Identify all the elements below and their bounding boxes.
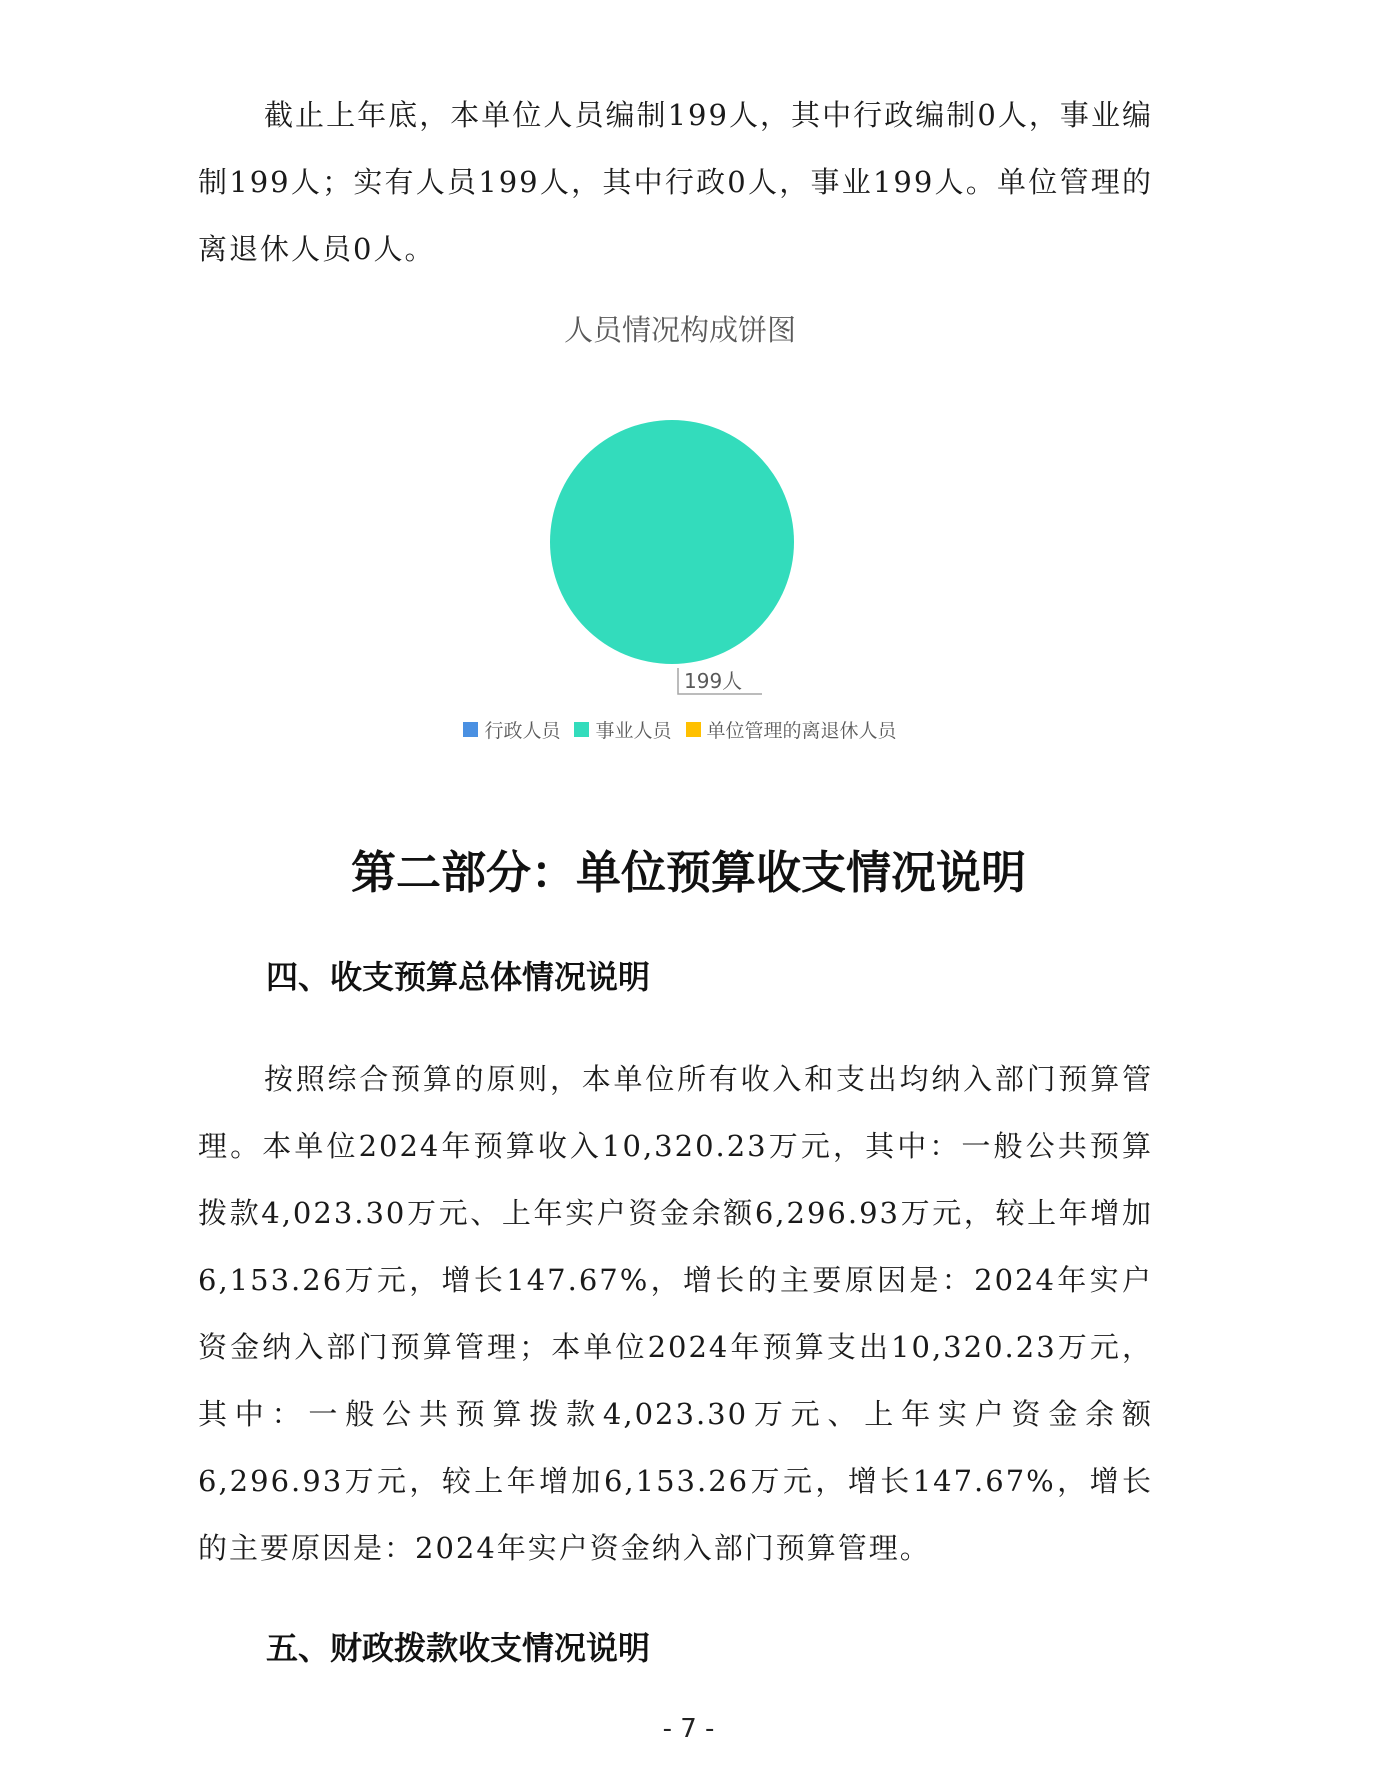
legend-item-1 [574, 716, 671, 743]
chart-title: 人员情况构成饼图 [563, 313, 796, 347]
heading-five: 五、财政拨款收支情况说明 [266, 1629, 651, 1667]
page-number: - 7 - [662, 1714, 715, 1744]
legend-swatch [686, 722, 701, 737]
heading-four: 四、收支预算总体情况说明 [266, 958, 651, 996]
pie-svg [420, 300, 940, 760]
staff-pie-chart [420, 300, 940, 760]
budget-paragraph: 按照综合预算的原则，本单位所有收入和支出均纳入部门预算管理。本单位2024年预算收入10,320.23万元，其中：一般公共预算拨款4,023.30万元、上年实户资金余额6,296.93万元，较上年增加6,153.26万元，增长147.67%，增长的主要原因是：2024年实户资金纳入部门预算管理；本单位2024年预算支出10,320.23万元，其中：一般公共预算拨款4,023.30万元、上年实户资金余额6,296.93万元，较上年增加6,153.26万元，增长147.67%，增长的主要原因是：2024年实户资金纳入部门预算管理。 [198, 1062, 1153, 1565]
data-label-text: 199人 [684, 669, 743, 693]
data-label-1 [678, 668, 762, 694]
legend-label: 单位管理的离退休人员 [706, 720, 897, 742]
pie-slice-1 [550, 420, 794, 664]
legend-item-2 [686, 716, 897, 743]
chart-legend [420, 716, 940, 743]
section-title: 第二部分：单位预算收支情况说明 [350, 846, 1026, 899]
legend-label: 行政人员 [484, 720, 561, 742]
legend-label: 事业人员 [595, 720, 672, 742]
staffing-paragraph: 截止上年底，本单位人员编制199人，其中行政编制0人，事业编制199人；实有人员199人，其中行政0人，事业199人。单位管理的离退休人员0人。 [198, 98, 1153, 266]
legend-swatch [463, 722, 478, 737]
legend-swatch [574, 722, 589, 737]
legend-item-0 [463, 716, 560, 743]
